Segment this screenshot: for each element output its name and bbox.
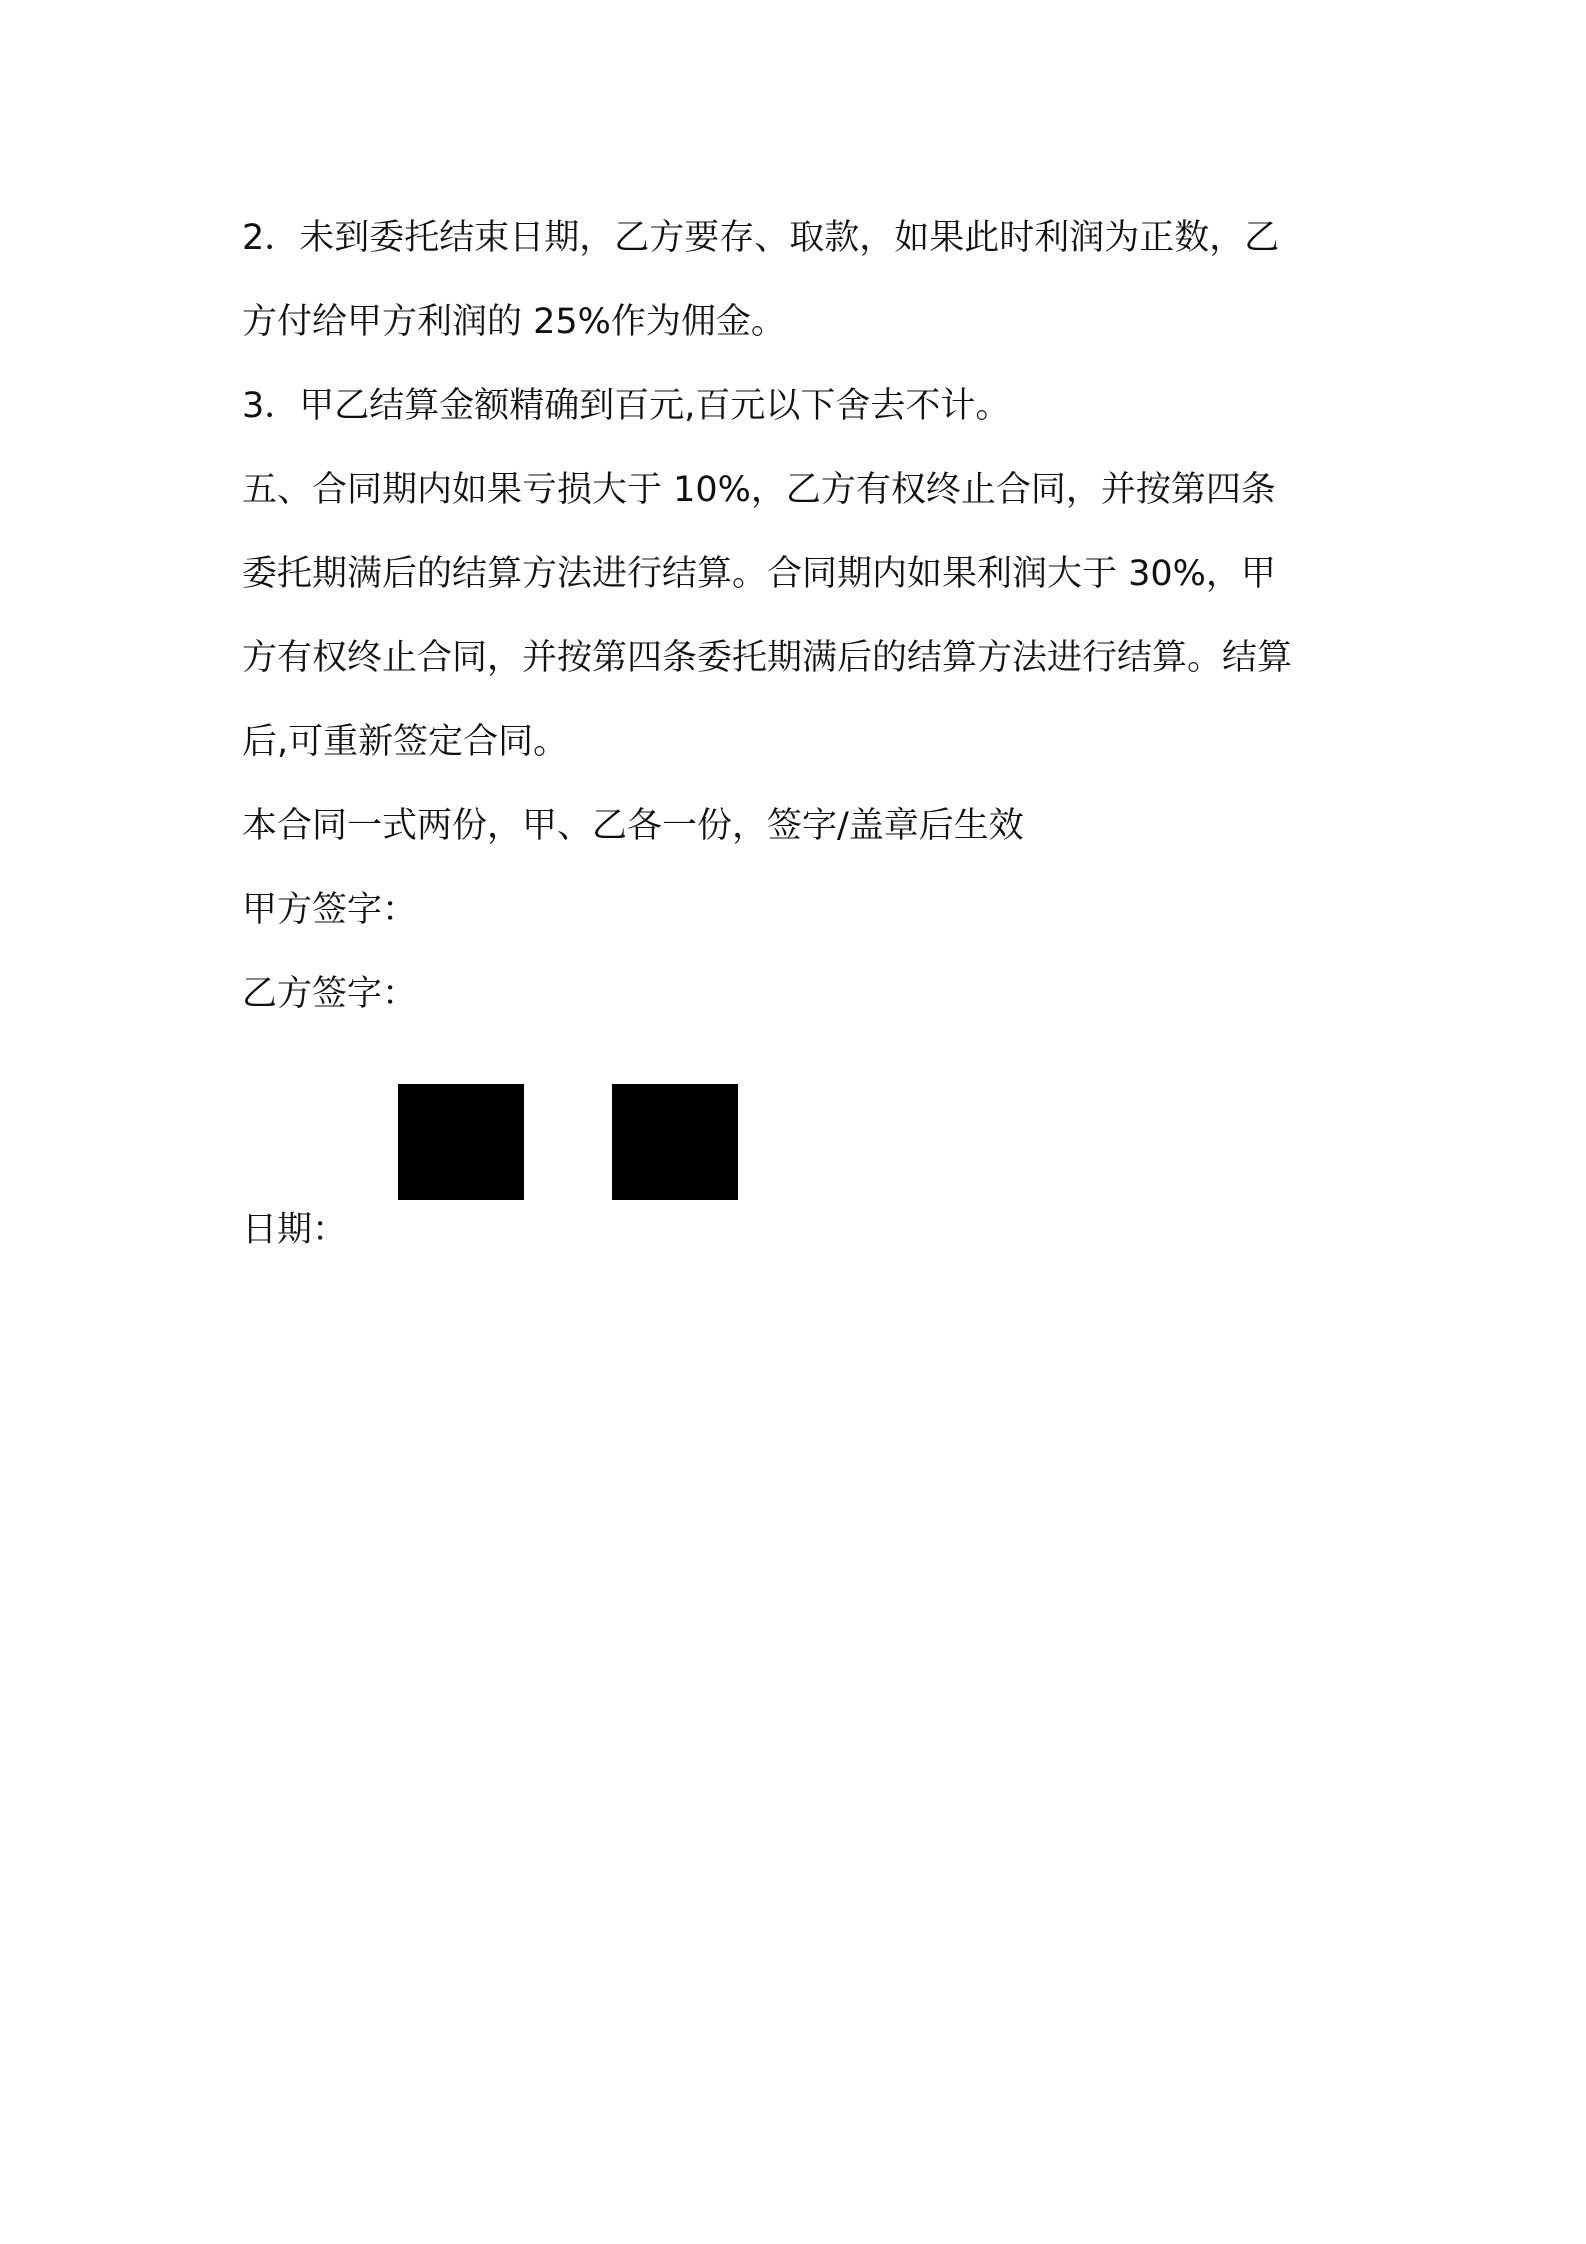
clause-five-line-2: 委托期满后的结算方法进行结算。合同期内如果利润大于 30%，甲 [242,554,1276,594]
clause-2-line-2: 方付给甲方利润的 25%作为佣金。 [242,302,786,342]
redaction-block [612,1084,738,1200]
party-b-signature-label: 乙方签字： [242,974,418,1014]
redaction-block [398,1084,524,1200]
copies-statement: 本合同一式两份，甲、乙各一份，签字/盖章后生效 [242,806,1024,846]
clause-five-line-1: 五、合同期内如果亏损大于 10%，乙方有权终止合同，并按第四条 [242,470,1276,510]
date-label: 日期： [242,1210,348,1250]
party-a-signature-label: 甲方签字： [242,890,418,930]
clause-2-line-1: 2．未到委托结束日期，乙方要存、取款，如果此时利润为正数，乙 [242,218,1280,258]
clause-five-line-4: 后,可重新签定合同。 [242,722,569,762]
document-body [242,196,1362,1036]
clause-3: 3．甲乙结算金额精确到百元,百元以下舍去不计。 [242,386,1011,426]
clause-five-line-3: 方有权终止合同，并按第四条委托期满后的结算方法进行结算。结算 [242,638,1293,678]
